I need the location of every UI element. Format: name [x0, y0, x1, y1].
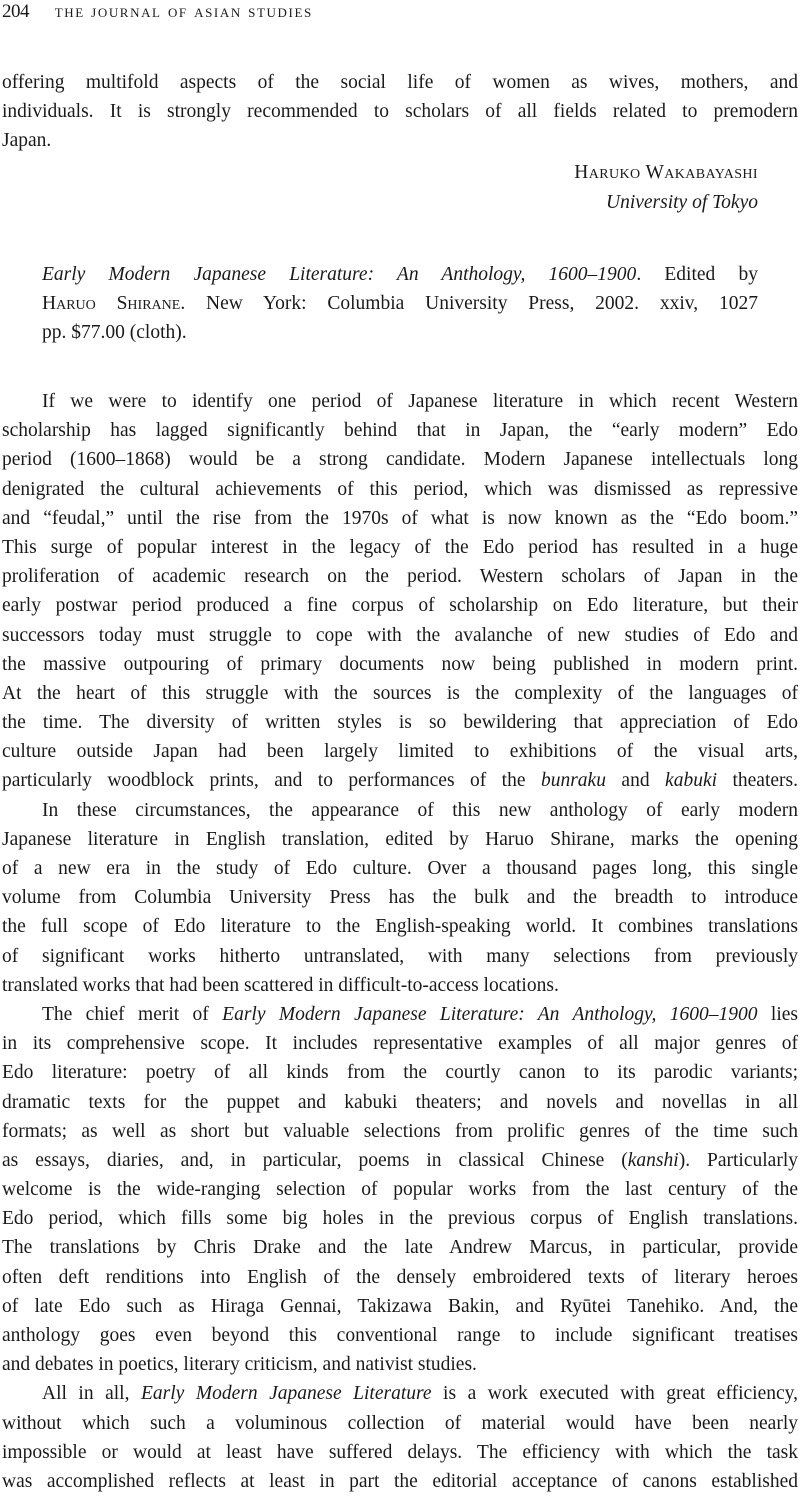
citation-line: Early Modern Japanese Literature: An Anthology, 1600–1900. Edited by: [42, 264, 758, 285]
text-line: and debates in poetics, literary criticism, and nativist studies.: [2, 1354, 477, 1376]
text-line: dramatic texts for the puppet and kabuki theaters; and novels and novellas in all: [2, 1091, 798, 1113]
text-line: At the heart of this struggle with the sources is the complexity of the languages of: [2, 682, 798, 704]
text-line: in its comprehensive scope. It includes representative examples of all major genres of: [2, 1033, 798, 1055]
citation-line: [42, 289, 758, 318]
text-line: volume from Columbia University Press has the bulk and the breadth to introduce: [2, 887, 798, 909]
text-line: formats; as well as short but valuable selections from prolific genres of the time such: [2, 1120, 798, 1142]
text-line: The chief merit of Early Modern Japanese Literature: An Anthology, 1600–1900 lies: [42, 1003, 798, 1025]
text-line: Edo period, which fills some big holes in the previous corpus of English translations.: [2, 1208, 798, 1230]
text-line: Japanese literature in English translation, edited by Haruo Shirane, marks the opening: [2, 828, 798, 850]
text-line: anthology goes even beyond this conventional range to include significant treatises: [2, 1325, 798, 1346]
text-line: In these circumstances, the appearance of this new anthology of early modern: [42, 799, 798, 821]
text-line: of late Edo such as Hiraga Gennai, Takizawa Bakin, and Ryūtei Tanehiko. And, the: [2, 1295, 798, 1317]
text-line: individuals. It is strongly recommended to scholars of all fields related to premodern: [2, 101, 798, 123]
text-line: the full scope of Edo literature to the English-speaking world. It combines translations: [2, 916, 798, 938]
text-line: particularly woodblock prints, and to performances of the bunraku and kabuki theaters.: [2, 770, 798, 792]
text-line: was accomplished reflects at least in part the editorial acceptance of canons established: [2, 1470, 798, 1492]
price-info: pp. $77.00 (cloth).: [42, 322, 187, 344]
text-line: the massive outpouring of primary documents now being published in modern print.: [2, 653, 798, 675]
editor-name: Haruo Shirane: [42, 293, 181, 315]
reviewer-institution: University of Tokyo: [605, 192, 758, 213]
text-line: All in all, Early Modern Japanese Literature is a work executed with great efficiency,: [42, 1383, 798, 1405]
reviewer-signature: [574, 158, 758, 218]
book-title: Early Modern Japanese Literature: An Anthology, 1600–1900: [42, 264, 637, 285]
text-line: early postwar period produced a fine corpus of scholarship on Edo literature, but their: [2, 595, 798, 617]
text-line: and “feudal,” until the rise from the 1970s of what is now known as the “Edo boom.”: [2, 507, 798, 529]
text-line: If we were to identify one period of Japanese literature in which recent Western: [42, 391, 798, 412]
text-line: Edo literature: poetry of all kinds from the courtly canon to its parodic variants;: [2, 1062, 798, 1084]
text-line: Japan.: [2, 130, 52, 152]
running-header: [2, 0, 313, 24]
text-line: translated works that had been scattered in difficult-to-access locations.: [2, 974, 559, 996]
text-line: welcome is the wide-ranging selection of popular works from the last century of the: [2, 1179, 798, 1201]
text-line: proliferation of academic research on the period. Western scholars of Japan in the: [2, 566, 798, 588]
publisher-info: . New York: Columbia University Press, 2002. xxiv, 1027: [180, 293, 758, 315]
text-line: without which such a voluminous collection of material would have been nearly: [2, 1412, 798, 1434]
text-line: of a new era in the study of Edo culture. Over a thousand pages long, this single: [2, 858, 798, 879]
previous-review-text: [2, 68, 798, 156]
text-line: the time. The diversity of written styles is so bewildering that appreciation of Edo: [2, 712, 798, 734]
text-line: as essays, diaries, and, in particular, poems in classical Chinese (kanshi). Particularly: [2, 1149, 798, 1171]
text-line: The translations by Chris Drake and the late Andrew Marcus, in particular, provide: [2, 1237, 798, 1259]
text-line: offering multifold aspects of the social life of women as wives, mothers, and: [2, 72, 798, 93]
journal-title: the journal of asian studies: [54, 1, 313, 22]
text-line: period (1600–1868) would be a strong candidate. Modern Japanese intellectuals long: [2, 449, 798, 471]
review-body: [2, 387, 798, 1496]
text-line: scholarship has lagged significantly behind that in Japan, the “early modern” Edo: [2, 420, 798, 442]
page-number: 204: [2, 1, 29, 22]
text-line: often deft renditions into English of the densely embroidered texts of literary heroes: [2, 1266, 798, 1288]
text-line: This surge of popular interest in the legacy of the Edo period has resulted in a huge: [2, 536, 798, 558]
book-citation: [42, 260, 758, 348]
text-line: successors today must struggle to cope with the avalanche of new studies of Edo and: [2, 624, 798, 646]
reviewer-name: Haruko Wakabayashi: [574, 162, 758, 183]
text-line: impossible or would at least have suffered delays. The efficiency with which the task: [2, 1441, 798, 1463]
text-line: culture outside Japan had been largely limited to exhibitions of the visual arts,: [2, 741, 798, 763]
text-line: denigrated the cultural achievements of this period, which was dismissed as repressive: [2, 478, 798, 500]
text-line: of significant works hitherto untranslated, with many selections from previously: [2, 945, 798, 967]
